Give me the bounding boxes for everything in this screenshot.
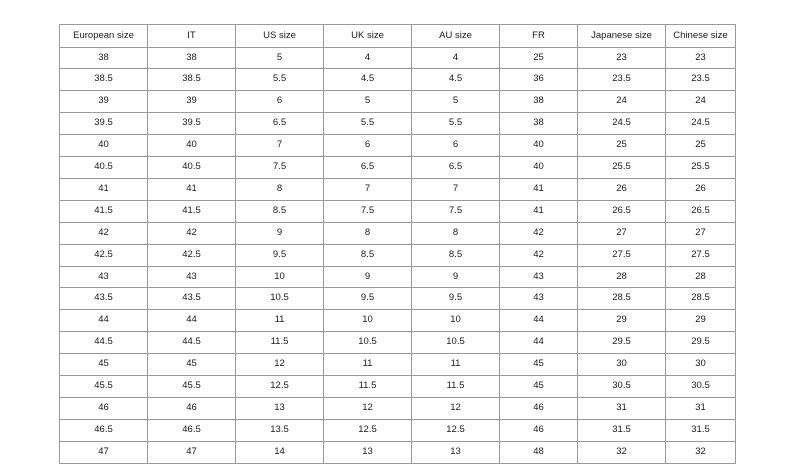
- cell: 27: [666, 222, 736, 244]
- cell: 40: [500, 135, 578, 157]
- cell: 9: [412, 266, 500, 288]
- cell: 9.5: [412, 288, 500, 310]
- cell: 31: [578, 398, 666, 420]
- cell: 6: [236, 91, 324, 113]
- cell: 41.5: [60, 200, 148, 222]
- cell: 43: [148, 266, 236, 288]
- cell: 23: [666, 47, 736, 69]
- cell: 43.5: [60, 288, 148, 310]
- cell: 27.5: [666, 244, 736, 266]
- table-row: [60, 376, 736, 398]
- cell: 47: [148, 441, 236, 463]
- cell: 25: [500, 47, 578, 69]
- cell: 39.5: [60, 113, 148, 135]
- cell: 45: [500, 354, 578, 376]
- column-header-chinese-size: Chinese size: [666, 25, 736, 48]
- cell: 4.5: [324, 69, 412, 91]
- cell: 41.5: [148, 200, 236, 222]
- cell: 42.5: [148, 244, 236, 266]
- cell: 11: [236, 310, 324, 332]
- column-header-fr: FR: [500, 25, 578, 48]
- table-body: [60, 47, 736, 463]
- cell: 10: [236, 266, 324, 288]
- cell: 7.5: [412, 200, 500, 222]
- cell: 8: [324, 222, 412, 244]
- cell: 11.5: [236, 332, 324, 354]
- cell: 12: [236, 354, 324, 376]
- cell: 4.5: [412, 69, 500, 91]
- cell: 7: [236, 135, 324, 157]
- cell: 26.5: [578, 200, 666, 222]
- cell: 12: [324, 398, 412, 420]
- cell: 42: [148, 222, 236, 244]
- cell: 43: [60, 266, 148, 288]
- cell: 39.5: [148, 113, 236, 135]
- cell: 41: [60, 178, 148, 200]
- cell: 27.5: [578, 244, 666, 266]
- cell: 29.5: [666, 332, 736, 354]
- cell: 28.5: [666, 288, 736, 310]
- column-header-us-size: US size: [236, 25, 324, 48]
- cell: 9.5: [236, 244, 324, 266]
- cell: 5: [412, 91, 500, 113]
- cell: 46.5: [148, 419, 236, 441]
- cell: 12.5: [236, 376, 324, 398]
- cell: 6.5: [412, 157, 500, 179]
- cell: 7.5: [236, 157, 324, 179]
- cell: 11: [412, 354, 500, 376]
- cell: 28.5: [578, 288, 666, 310]
- size-conversion-table: [59, 24, 736, 464]
- cell: 32: [666, 441, 736, 463]
- cell: 11.5: [324, 376, 412, 398]
- table-row: [60, 244, 736, 266]
- cell: 25.5: [578, 157, 666, 179]
- cell: 6: [412, 135, 500, 157]
- cell: 46: [500, 419, 578, 441]
- cell: 30: [666, 354, 736, 376]
- cell: 12.5: [412, 419, 500, 441]
- table-row: [60, 266, 736, 288]
- cell: 43.5: [148, 288, 236, 310]
- table-row: [60, 354, 736, 376]
- cell: 47: [60, 441, 148, 463]
- cell: 40: [60, 135, 148, 157]
- table-row: [60, 47, 736, 69]
- table-header-row: [60, 25, 736, 48]
- cell: 30.5: [666, 376, 736, 398]
- cell: 45: [148, 354, 236, 376]
- cell: 30.5: [578, 376, 666, 398]
- cell: 45.5: [60, 376, 148, 398]
- cell: 5: [324, 91, 412, 113]
- table-row: [60, 310, 736, 332]
- cell: 42: [500, 244, 578, 266]
- cell: 40: [500, 157, 578, 179]
- table-row: [60, 178, 736, 200]
- cell: 26: [578, 178, 666, 200]
- cell: 6.5: [324, 157, 412, 179]
- cell: 29: [666, 310, 736, 332]
- cell: 38: [60, 47, 148, 69]
- cell: 5.5: [236, 69, 324, 91]
- cell: 9.5: [324, 288, 412, 310]
- cell: 25: [578, 135, 666, 157]
- cell: 46: [60, 398, 148, 420]
- column-header-it: IT: [148, 25, 236, 48]
- column-header-japanese-size: Japanese size: [578, 25, 666, 48]
- cell: 4: [324, 47, 412, 69]
- cell: 10: [412, 310, 500, 332]
- cell: 26.5: [666, 200, 736, 222]
- cell: 39: [148, 91, 236, 113]
- cell: 43: [500, 266, 578, 288]
- cell: 24: [666, 91, 736, 113]
- cell: 13: [324, 441, 412, 463]
- cell: 42.5: [60, 244, 148, 266]
- cell: 28: [666, 266, 736, 288]
- cell: 41: [500, 200, 578, 222]
- column-header-uk-size: UK size: [324, 25, 412, 48]
- table-row: [60, 135, 736, 157]
- cell: 41: [148, 178, 236, 200]
- cell: 46.5: [60, 419, 148, 441]
- cell: 44: [60, 310, 148, 332]
- cell: 40: [148, 135, 236, 157]
- cell: 29.5: [578, 332, 666, 354]
- cell: 13.5: [236, 419, 324, 441]
- cell: 12: [412, 398, 500, 420]
- table-row: [60, 288, 736, 310]
- table-row: [60, 222, 736, 244]
- cell: 8.5: [412, 244, 500, 266]
- cell: 45.5: [148, 376, 236, 398]
- cell: 9: [324, 266, 412, 288]
- column-header-european-size: European size: [60, 25, 148, 48]
- cell: 8.5: [324, 244, 412, 266]
- cell: 42: [500, 222, 578, 244]
- cell: 44.5: [60, 332, 148, 354]
- cell: 38.5: [148, 69, 236, 91]
- table-row: [60, 398, 736, 420]
- cell: 46: [148, 398, 236, 420]
- cell: 8: [412, 222, 500, 244]
- cell: 29: [578, 310, 666, 332]
- cell: 32: [578, 441, 666, 463]
- cell: 45: [60, 354, 148, 376]
- size-conversion-table-container: [59, 24, 735, 464]
- cell: 24.5: [578, 113, 666, 135]
- cell: 40.5: [60, 157, 148, 179]
- table-row: [60, 332, 736, 354]
- cell: 9: [236, 222, 324, 244]
- cell: 24.5: [666, 113, 736, 135]
- cell: 44: [500, 332, 578, 354]
- cell: 13: [412, 441, 500, 463]
- cell: 42: [60, 222, 148, 244]
- table-row: [60, 69, 736, 91]
- cell: 23: [578, 47, 666, 69]
- cell: 11.5: [412, 376, 500, 398]
- cell: 10: [324, 310, 412, 332]
- cell: 40.5: [148, 157, 236, 179]
- table-row: [60, 113, 736, 135]
- cell: 44.5: [148, 332, 236, 354]
- cell: 43: [500, 288, 578, 310]
- cell: 36: [500, 69, 578, 91]
- cell: 44: [148, 310, 236, 332]
- cell: 5.5: [412, 113, 500, 135]
- cell: 7: [324, 178, 412, 200]
- table-row: [60, 441, 736, 463]
- cell: 39: [60, 91, 148, 113]
- cell: 4: [412, 47, 500, 69]
- cell: 45: [500, 376, 578, 398]
- cell: 5.5: [324, 113, 412, 135]
- cell: 31.5: [578, 419, 666, 441]
- cell: 7: [412, 178, 500, 200]
- cell: 8.5: [236, 200, 324, 222]
- cell: 38: [148, 47, 236, 69]
- cell: 6.5: [236, 113, 324, 135]
- cell: 13: [236, 398, 324, 420]
- cell: 44: [500, 310, 578, 332]
- cell: 10.5: [324, 332, 412, 354]
- cell: 31: [666, 398, 736, 420]
- cell: 5: [236, 47, 324, 69]
- cell: 26: [666, 178, 736, 200]
- cell: 30: [578, 354, 666, 376]
- cell: 38: [500, 113, 578, 135]
- cell: 23.5: [578, 69, 666, 91]
- cell: 11: [324, 354, 412, 376]
- table-header: [60, 25, 736, 48]
- cell: 23.5: [666, 69, 736, 91]
- cell: 31.5: [666, 419, 736, 441]
- column-header-au-size: AU size: [412, 25, 500, 48]
- cell: 38.5: [60, 69, 148, 91]
- cell: 48: [500, 441, 578, 463]
- cell: 7.5: [324, 200, 412, 222]
- cell: 24: [578, 91, 666, 113]
- table-row: [60, 200, 736, 222]
- cell: 12.5: [324, 419, 412, 441]
- cell: 6: [324, 135, 412, 157]
- cell: 25: [666, 135, 736, 157]
- cell: 8: [236, 178, 324, 200]
- cell: 10.5: [236, 288, 324, 310]
- table-row: [60, 157, 736, 179]
- table-row: [60, 91, 736, 113]
- cell: 10.5: [412, 332, 500, 354]
- cell: 41: [500, 178, 578, 200]
- cell: 27: [578, 222, 666, 244]
- cell: 14: [236, 441, 324, 463]
- cell: 25.5: [666, 157, 736, 179]
- cell: 46: [500, 398, 578, 420]
- cell: 38: [500, 91, 578, 113]
- cell: 28: [578, 266, 666, 288]
- table-row: [60, 419, 736, 441]
